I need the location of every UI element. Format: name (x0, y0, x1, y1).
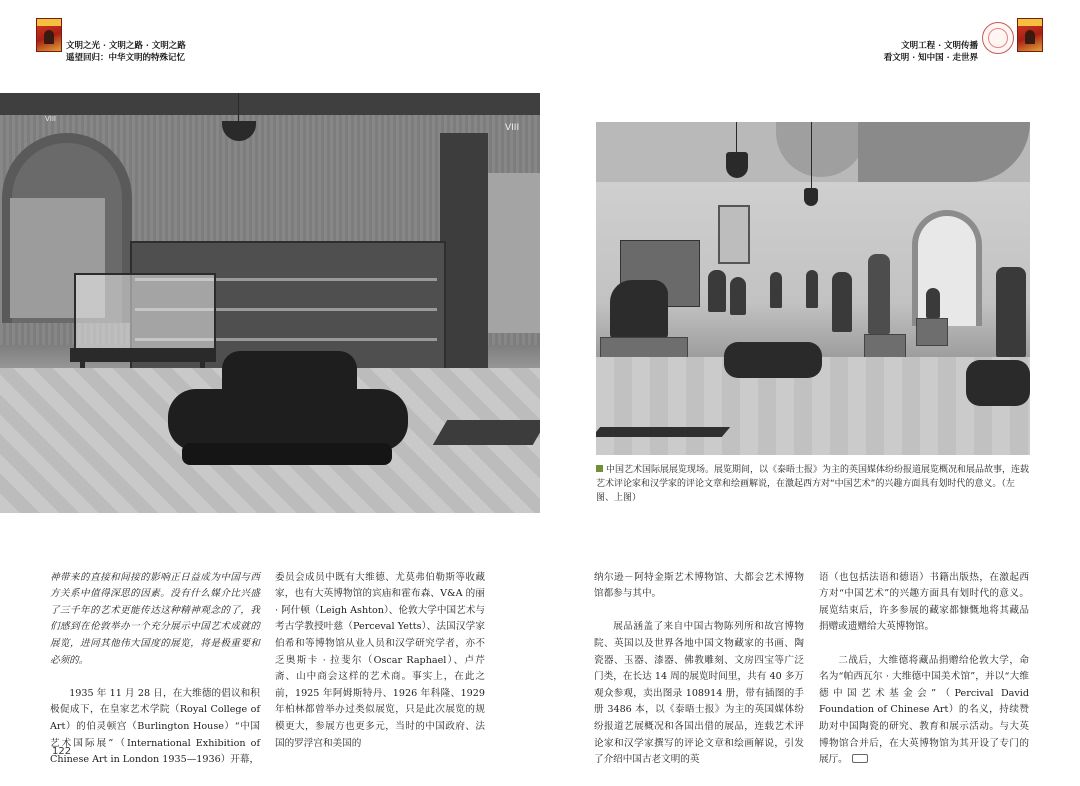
seal-logo (982, 22, 1014, 54)
column3-para1: 纳尔逊－阿特金斯艺术博物馆、大都会艺术博物馆都参与其中。 (594, 571, 804, 600)
exhibition-photo-right (596, 122, 1030, 455)
magazine-cover-thumbnail-right (1017, 18, 1043, 52)
text-column-3 (594, 553, 804, 785)
column4-para2: 二战后，大维德将藏品捐赠给伦敦大学，命名为“帕西瓦尔 · 大维德中国美术馆”，并以“大维德中国艺术基金会”（Percival David Foundation of Chinese Art）的名义，持续赞助对中国陶瓷的研究、教育和展示活动。与大英博物馆合并后，在大英博物馆为其开设了专门的展厅。 (819, 654, 1029, 766)
header-left-line2: 遥望回归：中华文明的特殊记忆 (66, 53, 186, 63)
header-right (868, 40, 978, 64)
text-column-4 (819, 553, 1029, 785)
header-left-line1: 文明之光 · 文明之路 · 文明之路 (66, 41, 186, 51)
column2-body: 委员会成员中既有大维德、尤莫弗伯勒斯等收藏家，也有大英博物馆的宾庙和霍布森、V&A 的丽 · 阿什顿（Leigh Ashton）、伦敦大学中国艺术与考古学教授叶慈（Perceval Yetts）、法国汉学家伯希和等博物馆从业人员和汉学研究学者，亦不乏奥斯卡 · 拉斐尔（Oscar Raphael）、卢芹斋、山中商会这样的艺术商。事实上，在此之前，1925 年阿姆斯特丹、1926 年科隆、1929 年柏林都曾举办过类似展览，只是此次展览的规模更大，参展方也更多元，当时的中国政府、法国的罗浮宫和美国的 (275, 571, 485, 749)
column1-intro: 神带来的直接和间接的影响正日益成为中国与西方关系中值得深思的因素。没有什么媒介比兴盛了三千年的艺术更能传达这种精神观念的了，我们感到在伦敦举办一个充分展示中国艺术成就的展览，进同其他伟大国度的展览，将是极重要和必须的。 (50, 571, 260, 666)
header-right-line1: 文明工程 · 文明传播 (901, 41, 978, 51)
caption-marker-icon (596, 465, 603, 472)
room-number-label-small: VIII (45, 115, 56, 123)
header-left (66, 40, 186, 64)
column1-body: 1935 年 11 月 28 日，在大维德的倡议和积极促成下，在皇家艺术学院（Royal College of Art）的伯灵顿宫（Burlington House）“中国艺术国际展”（International Exhibition of Chinese Art in London 1935—1936）开幕， (50, 687, 260, 766)
end-of-article-icon (852, 754, 868, 763)
page-number: 122 (52, 746, 72, 757)
exhibition-photo-left (0, 93, 540, 513)
text-column-1 (50, 553, 260, 785)
column3-para2: 展品涵盖了来自中国古物陈列所和故宫博物院、英国以及世界各地中国文物藏家的书画、陶瓷器、玉器、漆器、佛教雕刻、文房四宝等广泛门类，在长达 14 周的展览时间里，共有 40 多万观众参观，卖出图录 108914 册，带有插图的手册 3486 本，以《泰晤士报》为主的英国媒体纷纷报道艺展概况和各国出借的展品，连载艺术评论家和汉学家撰写的评论文章和绘画解说，引发了介绍中国古老文明的英 (594, 621, 804, 766)
magazine-cover-thumbnail-left (36, 18, 62, 52)
room-number-label: VIII (505, 123, 520, 133)
header-right-line2: 看文明 · 知中国 · 走世界 (883, 53, 978, 63)
caption-text: 中国艺术国际展展览现场。展览期间，以《泰晤士报》为主的英国媒体纷纷报道展览概况和展品故事，连载艺术评论家和汉学家的评论文章和绘画解说，在激起西方对“中国艺术”的兴趣方面具有划时代的意义。（左图、上图） (596, 465, 1030, 503)
text-column-2 (275, 553, 485, 769)
photo-caption (596, 463, 1030, 505)
column4-para1: 语（也包括法语和德语）书籍出版热，在激起西方对“中国艺术”的兴趣方面具有划时代的意义。展览结束后，许多参展的藏家都慷慨地将其藏品捐赠或遗赠给大英博物馆。 (819, 571, 1029, 633)
